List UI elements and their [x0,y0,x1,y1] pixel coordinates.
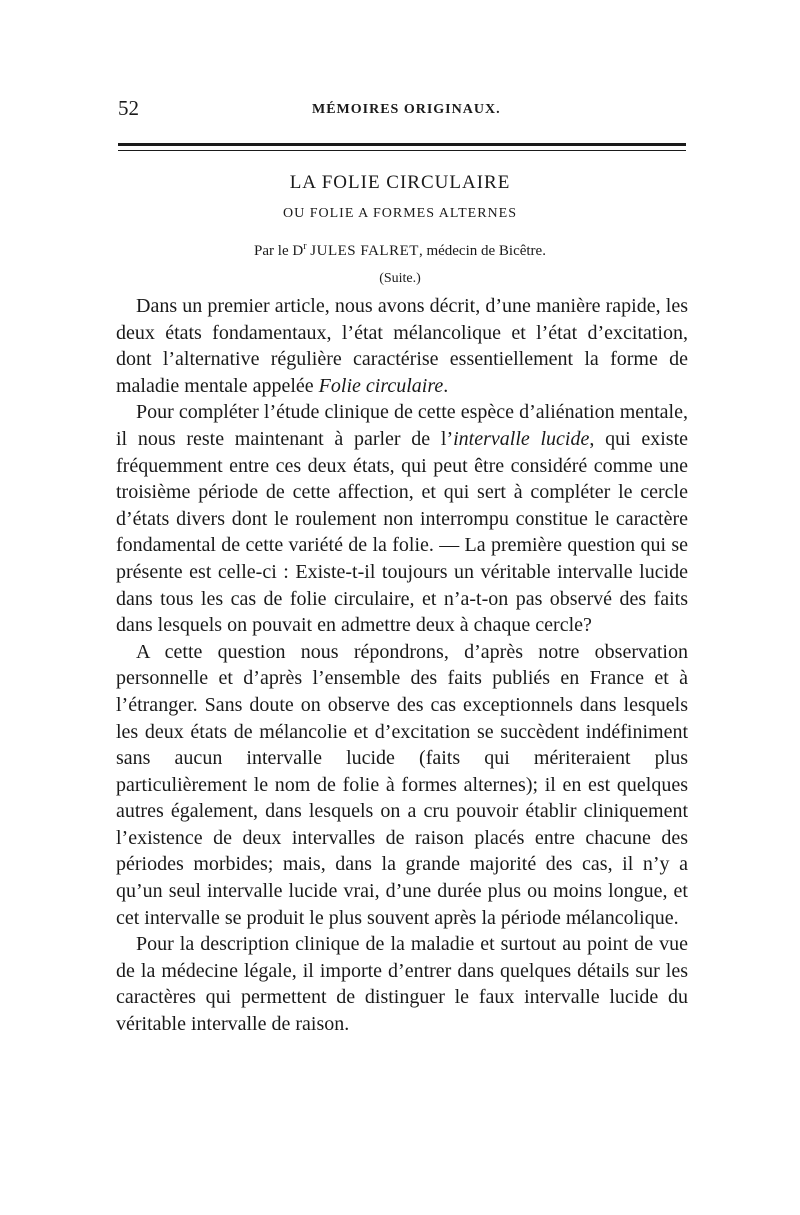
header-rule-thick [118,143,686,146]
article-body [116,293,688,1038]
running-head: MÉMOIRES ORIGINAUX. [312,102,501,117]
author-line [0,241,800,260]
p2-text-a: Pour compléter l’étude clinique de cette espèce d’aliénation mentale, il nous reste maintenant à parler de l’ [116,401,688,450]
page-number: 52 [118,96,139,120]
author-suffix: , médecin de Bicêtre. [418,243,546,259]
paragraph-2 [116,399,688,638]
article-subtitle: OU FOLIE A FORMES ALTERNES [283,206,517,221]
author-prefix: Par le D [254,243,304,259]
author-name: JULES FALRET [310,243,419,259]
author-title-sup: r [303,241,307,252]
paragraph-4: Pour la description clinique de la maladie et surtout au point de vue de la médecine légale, il importe d’entrer dans quelques détails sur les caractères qui permettent de distinguer le faux intervalle lucide du véritable intervalle de raison. [116,933,688,1036]
paragraph-1 [116,293,688,399]
header-rule-thin [118,150,686,151]
p2-text-b: , qui existe fréquemment entre ces deux états, qui peut être considéré comme une troisième période de cette affection, et qui sert à compléter le cercle d’états divers dont le roulement non interrompu constitue le caractère fondamental de cette variété de la folie. — La première question qui se présente est celle-ci : Existe-t-il toujours un véritable intervalle lucide dans tous les cas de folie circulaire, et n’a-t-on pas observé des faits dans lesquels on pouvait en admettre deux à chaque cercle? [116,427,688,637]
p1-emphasis: Folie circulaire [318,374,444,397]
p1-text-b: . [443,374,449,397]
continued-label: (Suite.) [379,271,421,286]
article-title: LA FOLIE CIRCULAIRE [289,172,511,193]
paragraph-3: A cette question nous répondrons, d’après notre observation personnelle et d’après l’ensemble des faits publiés en France et à l’étranger. Sans doute on observe des cas exceptionnels dans lesquels les deux états de mélancolie et d’excitation se succèdent indéfiniment sans aucun intervalle lucide (faits qui mériteraient plus particulièrement le nom de folie à formes alternes); il en est quelques autres également, dans lesquels on a cru pouvoir établir cliniquement l’existence de deux intervalles de raison placés entre chacune des périodes morbides; mais, dans la grande majorité des cas, il n’y a qu’un seul intervalle lucide vrai, d’une durée plus ou moins longue, et cet intervalle se produit le plus souvent après la période mélancolique. [116,640,688,929]
p2-emphasis: intervalle lucide [453,427,590,450]
p1-text-a: Dans un premier article, nous avons décrit, d’une manière rapide, les deux états fondamentaux, l’état mélancolique et l’état d’excitation, dont l’alternative régulière caractérise essentiellement la forme de maladie mentale appelée [116,295,688,397]
